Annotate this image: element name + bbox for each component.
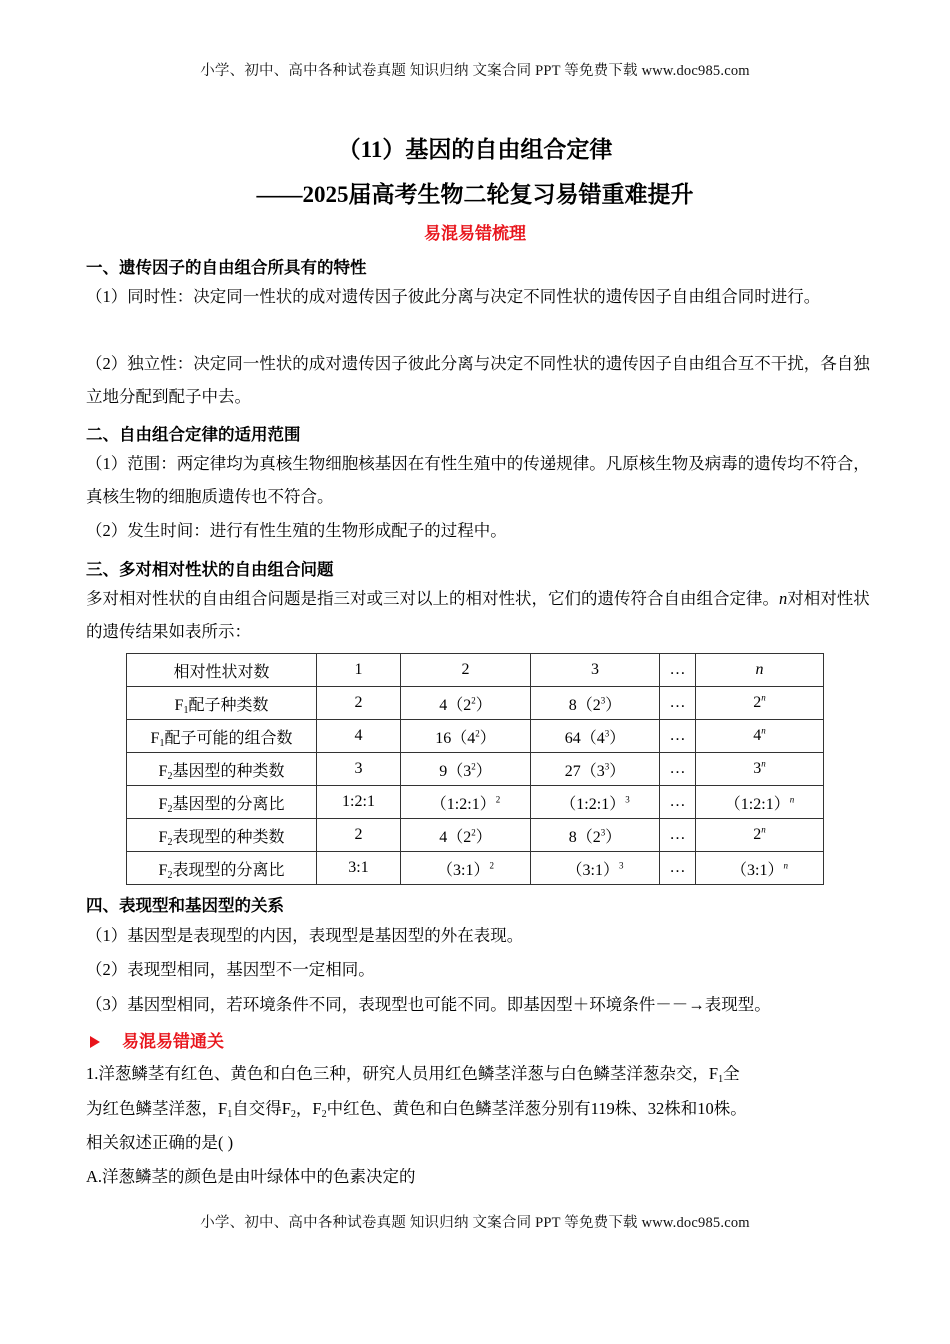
cell-n: 2$^n$ <box>696 687 824 720</box>
genetics-table <box>126 653 824 885</box>
cell-2: $9(3^2)$ <box>401 753 531 786</box>
section-3-heading: 三、多对相对性状的自由组合问题 <box>86 560 334 579</box>
cell-1: 1:2:1 <box>317 786 401 819</box>
arrow-right-icon <box>90 1036 100 1048</box>
cell-3: （1:2:1）$^3$ <box>531 786 660 819</box>
section-2-para-1: （1）范围：两定律均为真核生物细胞核基因在有性生殖中的传递规律。凡原核生物及病毒的遗传均不符合，真核生物的细胞质遗传也不符合。 <box>86 454 870 506</box>
section-4-para-2: （2）表现型相同，基因型不一定相同。 <box>86 960 375 979</box>
table-row <box>127 687 824 720</box>
cell-3: $8(2^3)$ <box>531 687 660 720</box>
cell-3: $8(2^3)$ <box>531 819 660 852</box>
cell-1: 2 <box>317 819 401 852</box>
cell-1: 4 <box>317 720 401 753</box>
cell-n: 4$^n$ <box>696 720 824 753</box>
section-3-intro <box>86 582 876 648</box>
cell-3: $27(3^3)$ <box>531 753 660 786</box>
cell-2: （3:1）$^2$ <box>401 852 531 885</box>
question-1-line-2: 为红色鳞茎洋葱，$F_1$自交得$F_2$，$F_2$中红色、黄色和白色鳞茎洋葱分别有119株、32株和10株。 <box>86 1099 747 1120</box>
section-4-para-1: （1）基因型是表现型的内因，表现型是基因型的外在表现。 <box>86 926 524 945</box>
cell-3: $64(4^3)$ <box>531 720 660 753</box>
row-label: $F_2$表现型的种类数 <box>127 819 317 852</box>
table-header-cell: 相对性状对数 <box>127 654 317 687</box>
question-1-stem: 相关叙述正确的是( ) <box>86 1133 234 1152</box>
cell-ellipsis: … <box>660 687 696 720</box>
section-4-para-3: （3）基因型相同，若环境条件不同，表现型也可能不同。即基因型＋环境条件－－→表现型。 <box>86 995 771 1014</box>
intro-n: n <box>779 589 788 608</box>
row-label: $F_2$基因型的分离比 <box>127 786 317 819</box>
question-1-option-a: A.洋葱鳞茎的颜色是由叶绿体中的色素决定的 <box>86 1167 416 1186</box>
table-row <box>127 852 824 885</box>
practice-heading <box>86 1027 224 1052</box>
table-header-cell: … <box>660 654 696 687</box>
table-row <box>127 786 824 819</box>
cell-1: 2 <box>317 687 401 720</box>
cell-n: 2$^n$ <box>696 819 824 852</box>
section-label-review: 易混易错梳理 <box>424 224 526 243</box>
section-1-para-1: （1）同时性：决定同一性状的成对遗传因子彼此分离与决定不同性状的遗传因子自由组合同时进行。 <box>86 287 821 306</box>
table-header-cell: 1 <box>317 654 401 687</box>
row-label: $F_1$配子种类数 <box>127 687 317 720</box>
section-1-heading: 一、遗传因子的自由组合所具有的特性 <box>86 258 367 277</box>
cell-2: $4(2^2)$ <box>401 687 531 720</box>
cell-ellipsis: … <box>660 720 696 753</box>
cell-1: 3 <box>317 753 401 786</box>
cell-n: 3$^n$ <box>696 753 824 786</box>
cell-2: $16(4^2)$ <box>401 720 531 753</box>
cell-n: （1:2:1）$^n$ <box>696 786 824 819</box>
row-label: $F_2$表现型的分离比 <box>127 852 317 885</box>
section-2-heading: 二、自由组合定律的适用范围 <box>86 425 301 444</box>
table-header-cell: 3 <box>531 654 660 687</box>
table-header-cell: n <box>696 654 824 687</box>
cell-2: $4(2^2)$ <box>401 819 531 852</box>
table-row <box>127 819 824 852</box>
cell-ellipsis: … <box>660 786 696 819</box>
section-1-para-2: （2）独立性：决定同一性状的成对遗传因子彼此分离与决定不同性状的遗传因子自由组合互不干扰，各自独立地分配到配子中去。 <box>86 354 870 406</box>
section-2-para-2: （2）发生时间：进行有性生殖的生物形成配子的过程中。 <box>86 521 507 540</box>
table-row <box>127 720 824 753</box>
header-watermark: 小学、初中、高中各种试卷真题 知识归纳 文案合同 PPT 等免费下载 www.doc985.com <box>200 63 750 79</box>
page-title: （11）基因的自由组合定律 <box>337 137 613 162</box>
intro-text-b: 对相对性状的遗传结果如表所示： <box>86 589 870 641</box>
cell-ellipsis: … <box>660 819 696 852</box>
table-row <box>127 753 824 786</box>
row-label: $F_1$配子可能的组合数 <box>127 720 317 753</box>
question-1-line-1: 1.洋葱鳞茎有红色、黄色和白色三种，研究人员用红色鳞茎洋葱与白色鳞茎洋葱杂交，$F_1$全 <box>86 1064 740 1085</box>
intro-text-a: 多对相对性状的自由组合问题是指三对或三对以上的相对性状，它们的遗传符合自由组合定律。 <box>86 589 779 608</box>
practice-heading-text: 易混易错通关 <box>122 1032 224 1051</box>
page-subtitle: ——2025届高考生物二轮复习易错重难提升 <box>256 182 694 207</box>
section-4-heading: 四、表现型和基因型的关系 <box>86 896 284 915</box>
cell-3: （3:1）$^3$ <box>531 852 660 885</box>
table-header-row <box>127 654 824 687</box>
footer-watermark: 小学、初中、高中各种试卷真题 知识归纳 文案合同 PPT 等免费下载 www.doc985.com <box>200 1215 750 1231</box>
cell-ellipsis: … <box>660 852 696 885</box>
cell-ellipsis: … <box>660 753 696 786</box>
row-label: $F_2$基因型的种类数 <box>127 753 317 786</box>
cell-1: 3:1 <box>317 852 401 885</box>
cell-2: （1:2:1）$^2$ <box>401 786 531 819</box>
cell-n: （3:1）$^n$ <box>696 852 824 885</box>
table-header-cell: 2 <box>401 654 531 687</box>
